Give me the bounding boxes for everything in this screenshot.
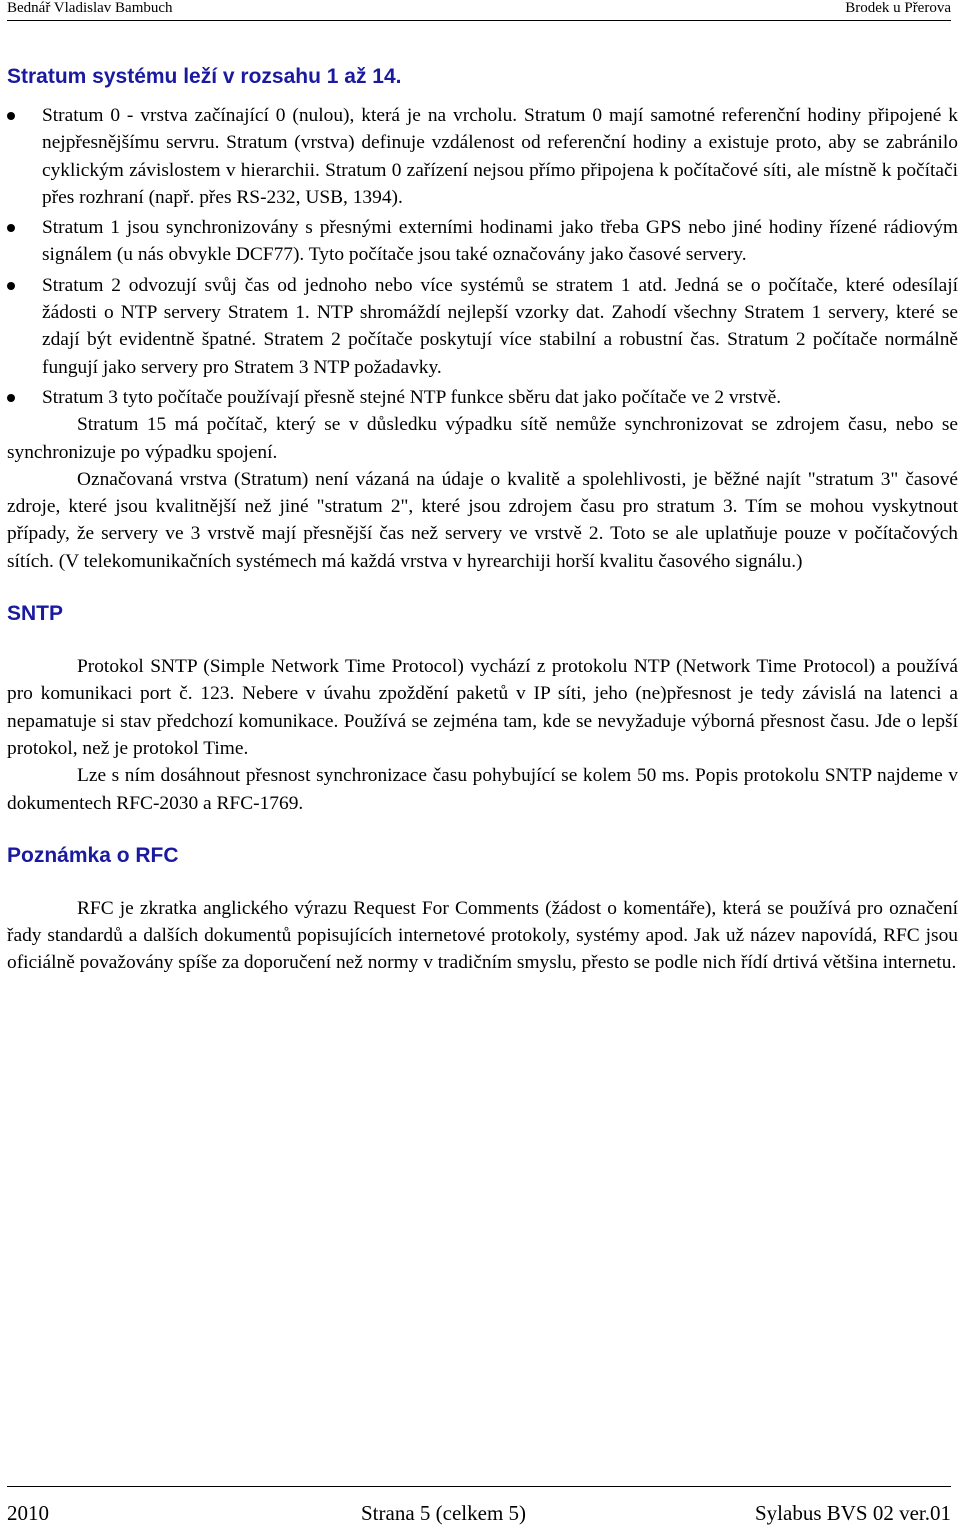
- bullet-text: Stratum 3 tyto počítače používají přesně stejné NTP funkce sběru dat jako počítače ve 2 vrstvě.: [42, 386, 782, 408]
- page-footer: [7, 1486, 951, 1531]
- bullet-item: [7, 384, 958, 411]
- section-heading-stratum: Stratum systému leží v rozsahu 1 až 14.: [7, 65, 402, 88]
- bullet-icon: [7, 112, 15, 120]
- section-heading-rfc: Poznámka o RFC: [7, 843, 179, 867]
- header-location: Brodek u Přerova: [845, 0, 951, 16]
- paragraph: Protokol SNTP (Simple Network Time Protocol) vychází z protokolu NTP (Network Time Protocol) a používá pro komunikaci port č. 123. Nebere v úvahu zpoždění paketů v IP síti, jeho (ne)přesnost je tedy závislá na latenci a nepamatuje si stav předchozí komunikace. Používá se zejména tam, kde se nevyžaduje výborná přesnost času. Jde o lepší protokol, než je protokol Time.: [7, 656, 958, 759]
- section-heading-sntp: SNTP: [7, 602, 64, 626]
- bullet-icon: [7, 224, 15, 232]
- paragraph: Lze s ním dosáhnout přesnost synchronizace času pohybující se kolem 50 ms. Popis protokolu SNTP najdeme v dokumentech RFC-2030 a RFC-1769.: [7, 765, 958, 814]
- bullet-item: [7, 102, 958, 211]
- stratum-bullet-list: [7, 102, 958, 411]
- document-body: [7, 64, 958, 977]
- footer-page-number: Strana 5 (celkem 5): [361, 1501, 527, 1525]
- bullet-icon: [7, 394, 15, 402]
- paragraph: Označovaná vrstva (Stratum) není vázaná na údaje o kvalitě a spolehlivosti, je běžné najít "stratum 3" časové zdroje, které jsou kvalitnější než jiné "stratum 2", které jsou zdrojem času pro stratum 3. Tím se mohou vyskytnout případy, že servery ve 3 vrstvě mají přesnější čas než servery ve vrstvě 2. Toto se ale uplatňuje pouze v počítačových sítích. (V telekomunikačních systémech má každá vrstva v hyrearchiji horší kvalitu časového signálu.): [7, 468, 958, 572]
- bullet-text: Stratum 0 - vrstva začínající 0 (nulou), která je na vrcholu. Stratum 0 mají samotné referenční hodiny připojené k nejpřesnějšímu servru. Stratum (vrstva) definuje vzdálenost od referenční hodiny a existuje proto, aby se zabránilo cyklickým závislostem v hierarchii. Stratum 0 zařízení nejsou přímo připojena k počítačové síti, ale místně k počítači přes rozhraní (např. přes RS-232, USB, 1394).: [42, 105, 958, 208]
- bullet-text: Stratum 1 jsou synchronizovány s přesnými externími hodinami jako třeba GPS nebo jiné hodiny řízené rádiovým signálem (u nás obvykle DCF77). Tyto počítače jsou také označovány jako časové servery.: [42, 217, 958, 266]
- bullet-text: Stratum 2 odvozují svůj čas od jednoho nebo více systémů se stratem 1 atd. Jedná se o počítače, které odesílají žádosti o NTP servery Stratem 1. NTP shromáždí nejlepší vzorky dat. Zahodí všechny Stratem 1 servery, které se zdají být evidentně špatné. Stratem 2 počítače poskytují více stabilní a robustní čas. Stratum 2 počítače normálně fungují jako servery pro Stratem 3 NTP požadavky.: [42, 274, 958, 378]
- bullet-item: [7, 272, 958, 381]
- paragraph: RFC je zkratka anglického výrazu Request For Comments (žádost o komentáře), která se používá pro označení řady standardů a dalších dokumentů popisujících internetové protokoly, systémy apod. Jak už název napovídá, RFC jsou oficiálně považovány spíše za doporučení než normy v tradičním smyslu, přesto se podle nich řídí drtivá většina internetu.: [7, 897, 958, 974]
- paragraph: Stratum 15 má počítač, který se v důsledku výpadku sítě nemůže synchronizovat se zdrojem času, nebo se synchronizuje po výpadku spojení.: [7, 414, 958, 463]
- bullet-item: [7, 214, 958, 269]
- footer-syllabus: Sylabus BVS 02 ver.01: [754, 1501, 951, 1525]
- page-header: [7, 0, 951, 21]
- bullet-icon: [7, 282, 15, 290]
- header-author: Bednář Vladislav Bambuch: [7, 0, 173, 16]
- footer-year: 2010: [7, 1501, 49, 1525]
